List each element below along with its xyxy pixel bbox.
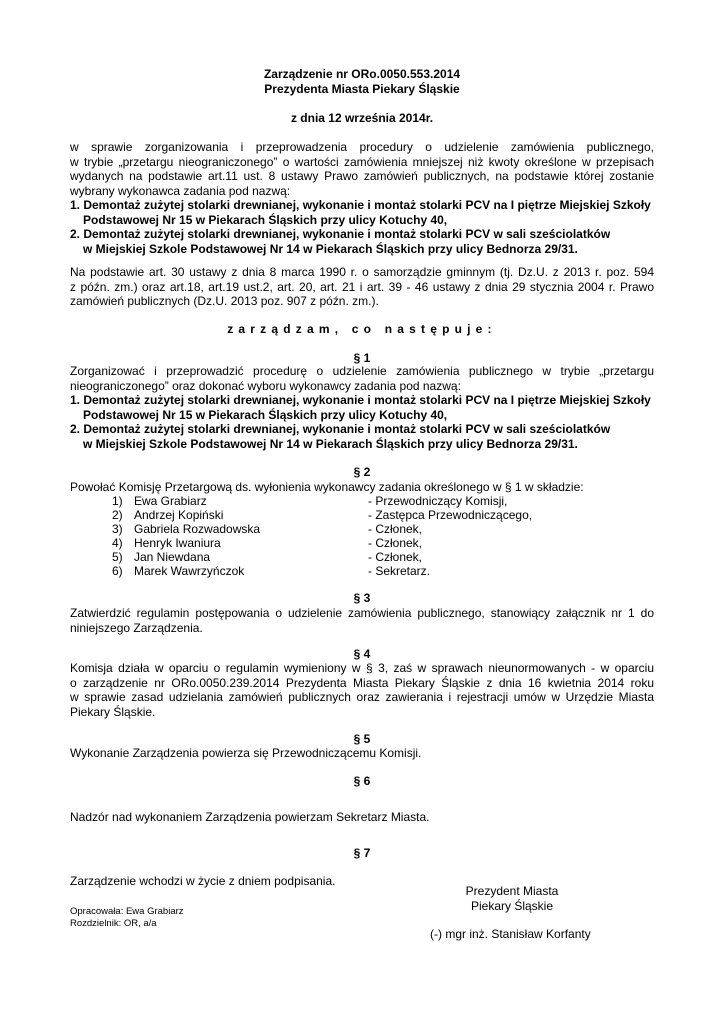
member-number: 6) xyxy=(112,564,123,578)
member-role: - Zastępca Przewodniczącego, xyxy=(368,508,533,522)
section-2-intro: Powołać Komisję Przetargową ds. wyłonienia wykonawcy zadania określonego w § 1 w składzie: xyxy=(70,480,584,494)
section-5-heading: § 5 xyxy=(353,732,371,746)
section-4-line: Piekary Śląskie. xyxy=(70,704,156,719)
section-5-text: Wykonanie Zarządzenia powierza się Przewodniczącemu Komisji. xyxy=(70,746,422,760)
section-1-task-2: 2. Demontaż zużytej stolarki drewnianej, wykonanie i montaż stolarki PCV w sali sześciolatków xyxy=(70,422,611,436)
committee-member xyxy=(112,564,612,578)
section-4-heading: § 4 xyxy=(353,647,371,661)
member-role: - Członek, xyxy=(368,522,423,536)
signature-block xyxy=(432,884,592,913)
member-number: 1) xyxy=(112,494,123,508)
member-role: - Członek, xyxy=(368,550,423,564)
member-number: 3) xyxy=(112,522,123,536)
committee-member xyxy=(112,550,612,564)
signatory-name: (-) mgr inż. Stanisław Korfanty xyxy=(430,927,591,941)
section-3-heading: § 3 xyxy=(353,591,371,605)
subject-task-2: 2. Demontaż zużytej stolarki drewnianej, wykonanie i montaż stolarki PCV w sali sześciolatków xyxy=(70,227,611,241)
section-1-line: nieograniczonego” oraz dokonać wyboru wykonawcy zadania pod nazwą: xyxy=(70,378,461,393)
member-role: - Członek, xyxy=(368,536,423,550)
member-role: - Sekretarz. xyxy=(368,564,431,578)
member-name: Andrzej Kopiński xyxy=(134,508,224,522)
signature-title: Prezydent Miasta xyxy=(465,884,559,898)
section-6-text: Nadzór nad wykonaniem Zarządzenia powierzam Sekretarz Miasta. xyxy=(70,810,430,824)
section-4-line: o zarządzenie nr ORo.0050.239.2014 Prezydenta Miasta Piekary Śląskie z dnia 16 kwietnia 2014 roku xyxy=(70,675,654,690)
document-issuer: Prezydenta Miasta Piekary Śląskie xyxy=(264,82,460,96)
signature-city: Piekary Śląskie xyxy=(470,898,554,913)
section-1-task-1: 1. Demontaż zużytej stolarki drewnianej, wykonanie i montaż stolarki PCV na I piętrze Miejskiej Szkoły xyxy=(70,393,651,407)
committee-member xyxy=(112,494,612,508)
member-name: Marek Wawrzyńczok xyxy=(134,564,245,578)
section-3-line: Zatwierdzić regulamin postępowania o udzielenie zamówienia publicznego, stanowiący załącznik nr 1 do xyxy=(70,606,654,620)
section-7-heading: § 7 xyxy=(353,846,371,860)
subject-task-1-cont: Podstawowej Nr 15 w Piekarach Śląskich przy ulicy Kotuchy 40, xyxy=(83,212,448,227)
section-2-heading: § 2 xyxy=(353,465,371,479)
subject-block xyxy=(70,140,654,256)
section-3-line: niniejszego Zarządzenia. xyxy=(70,620,203,635)
member-role: - Przewodniczący Komisji, xyxy=(368,494,508,508)
committee-member xyxy=(112,522,612,536)
committee-member xyxy=(112,536,612,550)
prepared-by: Opracowała: Ewa Grabiarz xyxy=(70,906,184,917)
subject-line: w sprawie zorganizowania i przeprowadzenia procedury o udzielenie zamówienia publicznego, xyxy=(70,140,654,154)
footer-notes xyxy=(70,906,184,929)
member-number: 2) xyxy=(112,508,123,522)
decree-heading: zarządzam, co następuje: xyxy=(227,322,497,336)
section-4-body xyxy=(70,661,654,719)
subject-task-1: 1. Demontaż zużytej stolarki drewnianej, wykonanie i montaż stolarki PCV na I piętrze Miejskiej Szkoły xyxy=(70,198,651,212)
member-number: 5) xyxy=(112,550,123,564)
section-1-line: Zorganizować i przeprowadzić procedurę o udzielenie zamówienia publicznego w trybie „przetargu xyxy=(70,364,654,378)
legal-basis xyxy=(70,265,654,309)
subject-line: w trybie „przetargu nieograniczonego” o wartości zamówienia mniejszej niż kwoty określone w przepisach xyxy=(70,154,654,169)
member-name: Jan Niewdana xyxy=(134,550,211,564)
section-1-task-2-cont: w Miejskiej Szkole Podstawowej Nr 14 w Piekarach Śląskich przy ulicy Bednorza 29/31. xyxy=(83,436,578,451)
document-title: Zarządzenie nr ORo.0050.553.2014 xyxy=(263,67,461,81)
legal-basis-line: Na podstawie art. 30 ustawy z dnia 8 marca 1990 r. o samorządzie gminnym (tj. Dz.U. z 2013 r. poz. 594 xyxy=(70,265,654,279)
subject-task-2-cont: w Miejskiej Szkole Podstawowej Nr 14 w Piekarach Śląskich przy ulicy Bednorza 29/31. xyxy=(83,241,578,256)
member-name: Henryk Iwaniura xyxy=(134,536,221,550)
legal-basis-line: z późn. zm.) oraz art.18, art.19 ust.2, art. 20, art. 21 i art. 39 - 46 ustawy z dnia 29 stycznia 2004 r. Prawo xyxy=(70,279,654,294)
section-1-body xyxy=(70,364,654,451)
member-number: 4) xyxy=(112,536,123,550)
section-7-text: Zarządzenie wchodzi w życie z dniem podpisania. xyxy=(70,874,336,888)
section-6-heading: § 6 xyxy=(353,774,371,788)
member-name: Ewa Grabiarz xyxy=(134,494,207,508)
section-4-line: Komisja działa w oparciu o regulamin wymieniony w § 3, zaś w sprawach nieunormowanych - w oparciu xyxy=(70,661,654,675)
section-1-heading: § 1 xyxy=(353,351,371,365)
member-name: Gabriela Rozwadowska xyxy=(134,522,261,536)
subject-line: wydanych na podstawie art.11 ust. 8 ustawy Prawo zamówień publicznych, na podstawie której zostanie xyxy=(70,169,654,183)
section-4-line: w sprawie zasad udzielania zamówień publicznych oraz zawierania i rejestracji umów w Urzędzie Miasta xyxy=(70,690,654,704)
distribution-list: Rozdzielnik: OR, a/a xyxy=(70,917,157,929)
committee-member xyxy=(112,508,612,522)
section-1-task-1-cont: Podstawowej Nr 15 w Piekarach Śląskich przy ulicy Kotuchy 40, xyxy=(83,407,448,422)
subject-line: wybrany wykonawca zadania pod nazwą: xyxy=(70,183,291,198)
legal-basis-line: zamówień publicznych (Dz.U. 2013 poz. 907 z późn. zm.). xyxy=(70,294,379,308)
section-3-body xyxy=(70,606,654,635)
document-date: z dnia 12 września 2014r. xyxy=(290,111,434,125)
